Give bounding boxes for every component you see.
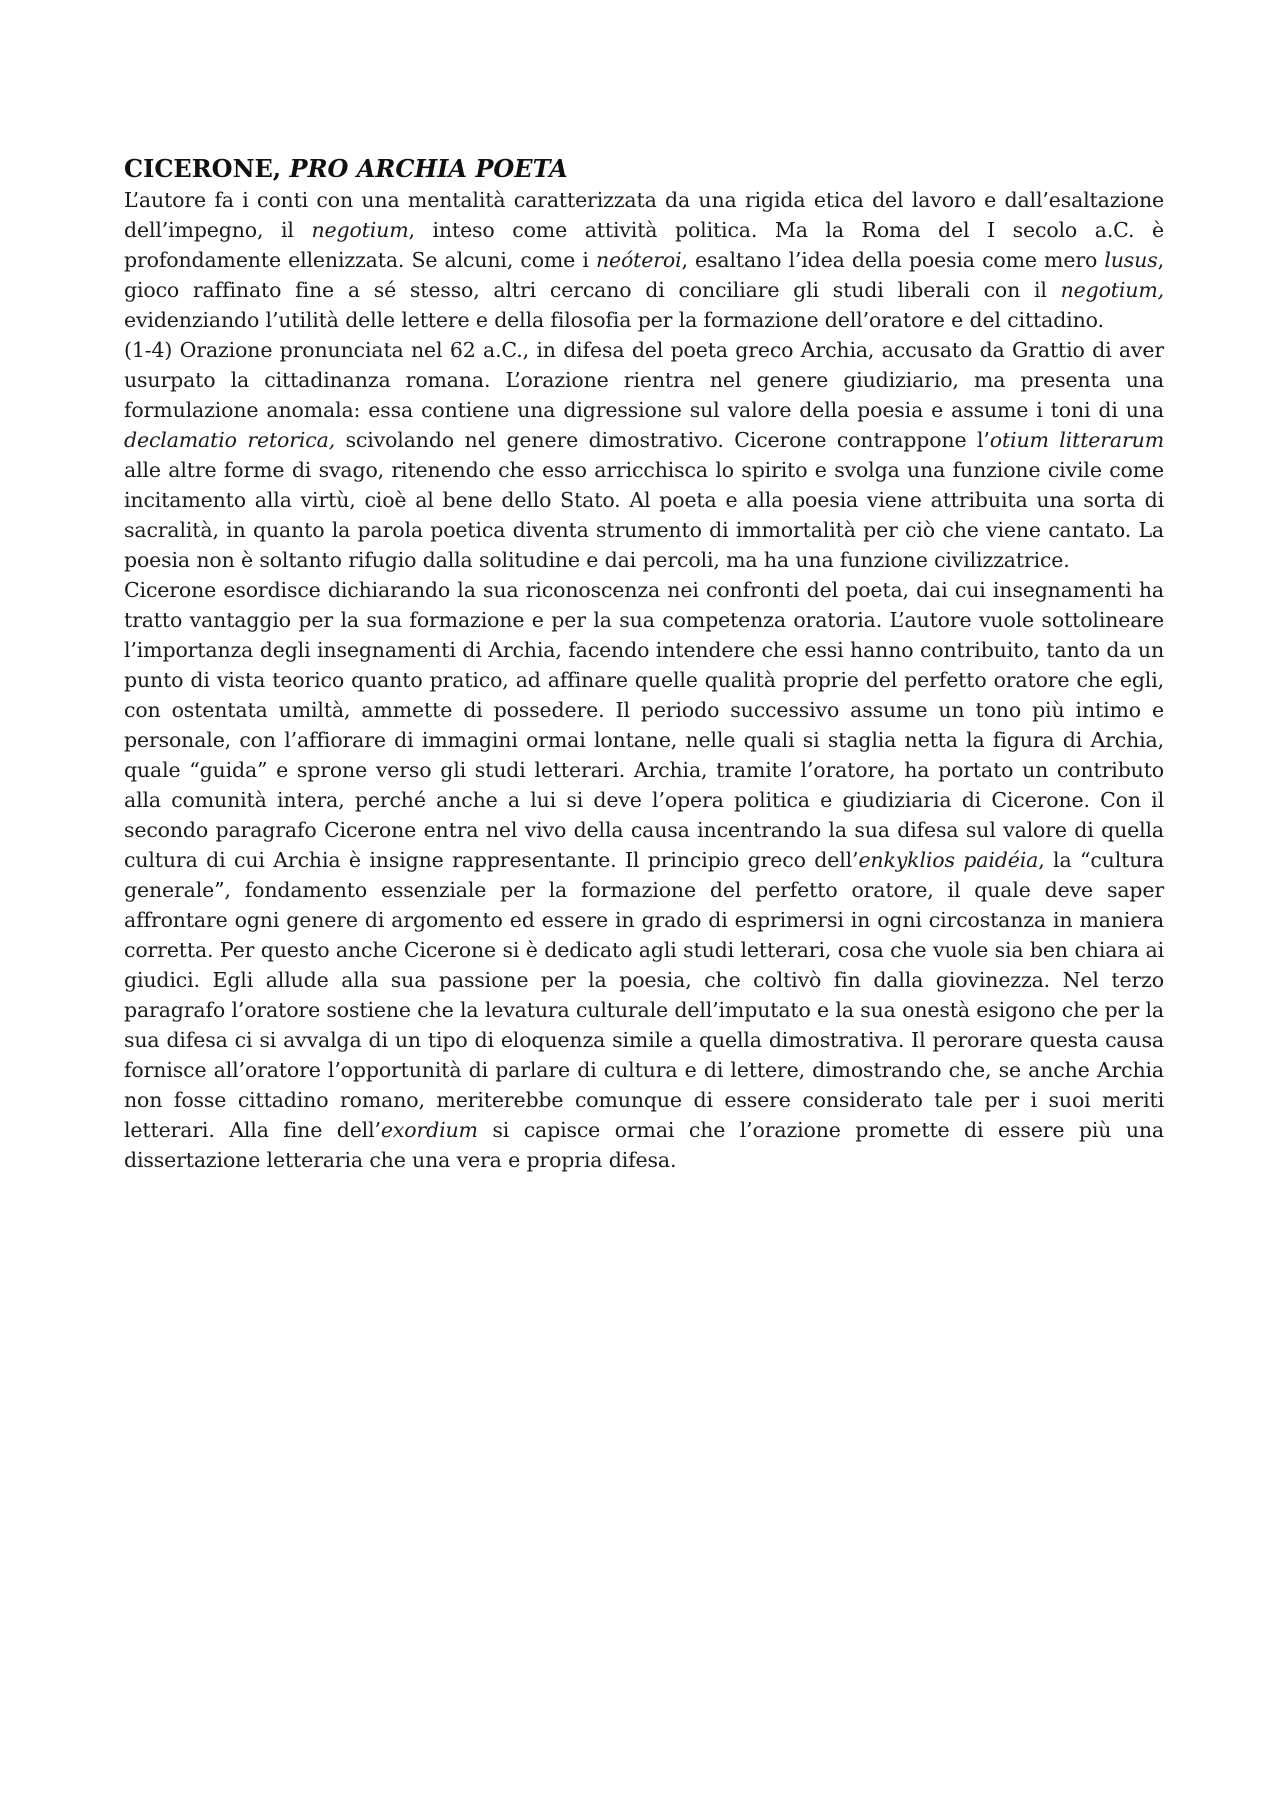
text-run: L’autore fa i conti con una mentalità caratterizzata da una rigida etica del lavoro e dall’esaltazione dell’impegno, il xyxy=(124,188,1164,242)
title-work: PRO ARCHIA POETA xyxy=(289,154,568,183)
paragraph-2 xyxy=(124,335,1164,575)
text-run: Cicerone esordisce dichiarando la sua riconoscenza nei confronti del poeta, dai cui insegnamenti ha tratto vantaggio per la sua formazione e per la sua competenza oratoria. L’autore vuole sottolineare l’importanza degli insegnamenti di Archia, facendo intendere che essi hanno contribuito, tanto da un punto di vista teorico quanto pratico, ad affinare quelle qualità proprie del perfetto oratore che egli, con ostentata umiltà, ammette di possedere. Il periodo successivo assume un tono più intimo e personale, con l’affiorare di immagini ormai lontane, nelle quali si staglia netta la figura di Archia, quale “guida” e sprone verso gli studi letterari. Archia, tramite l’oratore, ha portato un contributo alla comunità intera, perché anche a lui si deve l’opera politica e giudiziaria di Cicerone. Con il secondo paragrafo Cicerone entra nel vivo della causa incentrando la sua difesa sul valore di quella cultura di cui Archia è insigne rappresentante. Il principio greco dell’ xyxy=(124,578,1164,872)
text-run: evidenziando l’utilità delle lettere e della filosofia per la formazione dell’oratore e del cittadino. xyxy=(124,308,1104,332)
text-run: (1-4) Orazione pronunciata nel 62 a.C., in difesa del poeta greco Archia, accusato da Grattio di aver usurpato la cittadinanza romana. L’orazione rientra nel genere giudiziario, ma presenta una formulazione anomala: essa contiene una digressione sul valore della poesia e assume i toni di una xyxy=(124,338,1164,422)
text-run: si capisce ormai che l’orazione promette di essere più una dissertazione letteraria che una vera e propria difesa. xyxy=(124,1118,1165,1172)
text-run: , esaltano l’idea della poesia come mero xyxy=(681,248,1105,272)
italic-term: declamatio retorica, xyxy=(124,428,336,452)
italic-term: negotium xyxy=(311,218,409,242)
document-page xyxy=(124,154,1164,1175)
italic-term: otium litterarum xyxy=(989,428,1164,452)
text-run: , la “cultura generale”, fondamento essenziale per la formazione del perfetto oratore, il quale deve saper affrontare ogni genere di argomento ed essere in grado di esprimersi in ogni circostanza in maniera corretta. Per questo anche Cicerone si è dedicato agli studi letterari, cosa che vuole sia ben chiara ai giudici. Egli allude alla sua passione per la poesia, che coltivò fin dalla giovinezza. Nel terzo paragrafo l’oratore sostiene che la levatura culturale dell’imputato e la sua onestà esigono che per la sua difesa ci si avvalga di un tipo di eloquenza simile a quella dimostrativa. Il perorare questa causa fornisce all’oratore l’opportunità di parlare di cultura e di lettere, dimostrando che, se anche Archia non fosse cittadino romano, meriterebbe comunque di essere considerato tale per i suoi meriti letterari. Alla fine dell’ xyxy=(124,848,1165,1142)
text-run: , gioco raffinato fine a sé stesso, altri cercano di conciliare gli studi liberali con il xyxy=(124,248,1164,302)
text-run: alle altre forme di svago, ritenendo che esso arricchisca lo spirito e svolga una funzione civile come incitamento alla virtù, cioè al bene dello Stato. Al poeta e alla poesia viene attribuita una sorta di sacralità, in quanto la parola poetica diventa strumento di immortalità per ciò che viene cantato. La poesia non è soltanto rifugio dalla solitudine e dai percoli, ma ha una funzione civilizzatrice. xyxy=(124,458,1164,572)
text-run: , inteso come attività politica. Ma la Roma del I secolo a.C. è profondamente ellenizzata. Se alcuni, come i xyxy=(124,218,1164,272)
italic-term: enkyklios paidéia xyxy=(858,848,1039,872)
text-run: scivolando nel genere dimostrativo. Cicerone contrappone l’ xyxy=(335,428,990,452)
italic-term: neóteroi xyxy=(595,248,682,272)
document-title xyxy=(124,154,1164,184)
paragraph-3 xyxy=(124,575,1164,1175)
title-author: CICERONE, xyxy=(124,154,282,183)
paragraph-1 xyxy=(124,185,1164,335)
document-body xyxy=(124,185,1164,1175)
italic-term: exordium xyxy=(380,1118,478,1142)
italic-term: lusus xyxy=(1104,248,1158,272)
italic-term: negotium, xyxy=(1060,278,1164,302)
